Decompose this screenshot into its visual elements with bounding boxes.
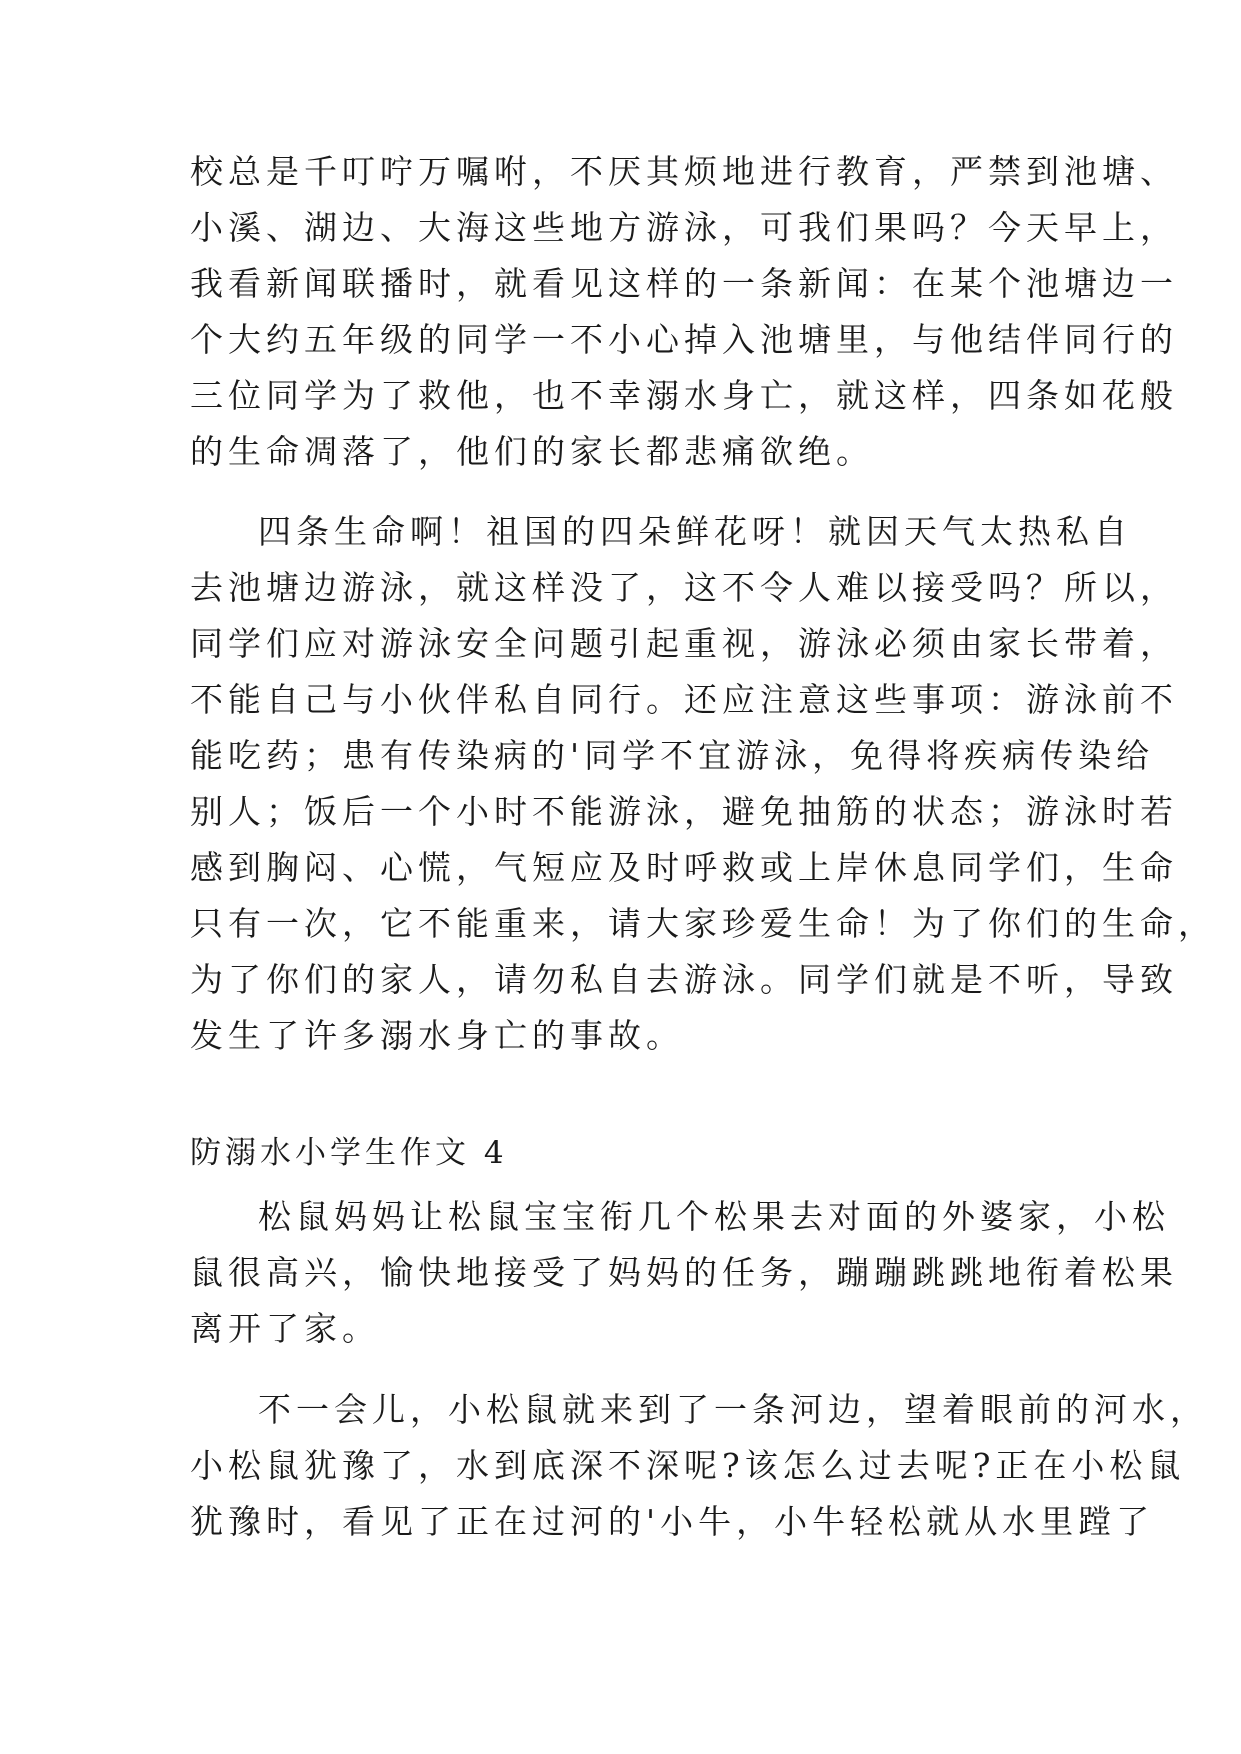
paragraph-2-line: 感到胸闷、心慌，气短应及时呼救或上岸休息同学们，生命 — [190, 848, 1178, 887]
paragraph-1-line: 三位同学为了救他，也不幸溺水身亡，就这样，四条如花般 — [190, 376, 1178, 415]
paragraph-3-line: 鼠很高兴，愉快地接受了妈妈的任务，蹦蹦跳跳地衔着松果 — [190, 1253, 1178, 1292]
paragraph-2-line: 只有一次，它不能重来，请大家珍爱生命！为了你们的生命， — [190, 904, 1216, 943]
paragraph-4-line: 小松鼠犹豫了，水到底深不深呢?该怎么过去呢?正在小松鼠 — [190, 1446, 1186, 1485]
paragraph-1-line: 的生命凋落了，他们的家长都悲痛欲绝。 — [190, 432, 874, 471]
paragraph-3-line: 松鼠妈妈让松鼠宝宝衔几个松果去对面的外婆家，小松 — [258, 1197, 1170, 1236]
paragraph-4-line: 犹豫时，看见了正在过河的'小牛，小牛轻松就从水里蹚了 — [190, 1502, 1155, 1541]
section-heading: 防溺水小学生作文 4 — [190, 1135, 508, 1171]
paragraph-2-line: 同学们应对游泳安全问题引起重视，游泳必须由家长带着， — [190, 624, 1178, 663]
paragraph-2-line: 四条生命啊！祖国的四朵鲜花呀！就因天气太热私自 — [258, 512, 1132, 551]
paragraph-3-line: 离开了家。 — [190, 1309, 380, 1348]
paragraph-1-line: 个大约五年级的同学一不小心掉入池塘里，与他结伴同行的 — [190, 320, 1178, 359]
paragraph-2-line: 别人；饭后一个小时不能游泳，避免抽筋的状态；游泳时若 — [190, 792, 1178, 831]
paragraph-1-line: 我看新闻联播时，就看见这样的一条新闻：在某个池塘边一 — [190, 264, 1178, 303]
paragraph-2-line: 发生了许多溺水身亡的事故。 — [190, 1016, 684, 1055]
paragraph-1-line: 校总是千叮咛万嘱咐，不厌其烦地进行教育，严禁到池塘、 — [190, 152, 1178, 191]
paragraph-4-line: 不一会儿，小松鼠就来到了一条河边，望着眼前的河水， — [258, 1390, 1208, 1429]
paragraph-1-line: 小溪、湖边、大海这些地方游泳，可我们果吗？今天早上， — [190, 208, 1178, 247]
paragraph-2-line: 为了你们的家人，请勿私自去游泳。同学们就是不听，导致 — [190, 960, 1178, 999]
paragraph-2-line: 不能自己与小伙伴私自同行。还应注意这些事项：游泳前不 — [190, 680, 1178, 719]
paragraph-2-line: 能吃药；患有传染病的'同学不宜游泳，免得将疾病传染给 — [190, 736, 1155, 775]
paragraph-2-line: 去池塘边游泳，就这样没了，这不令人难以接受吗？所以， — [190, 568, 1178, 607]
